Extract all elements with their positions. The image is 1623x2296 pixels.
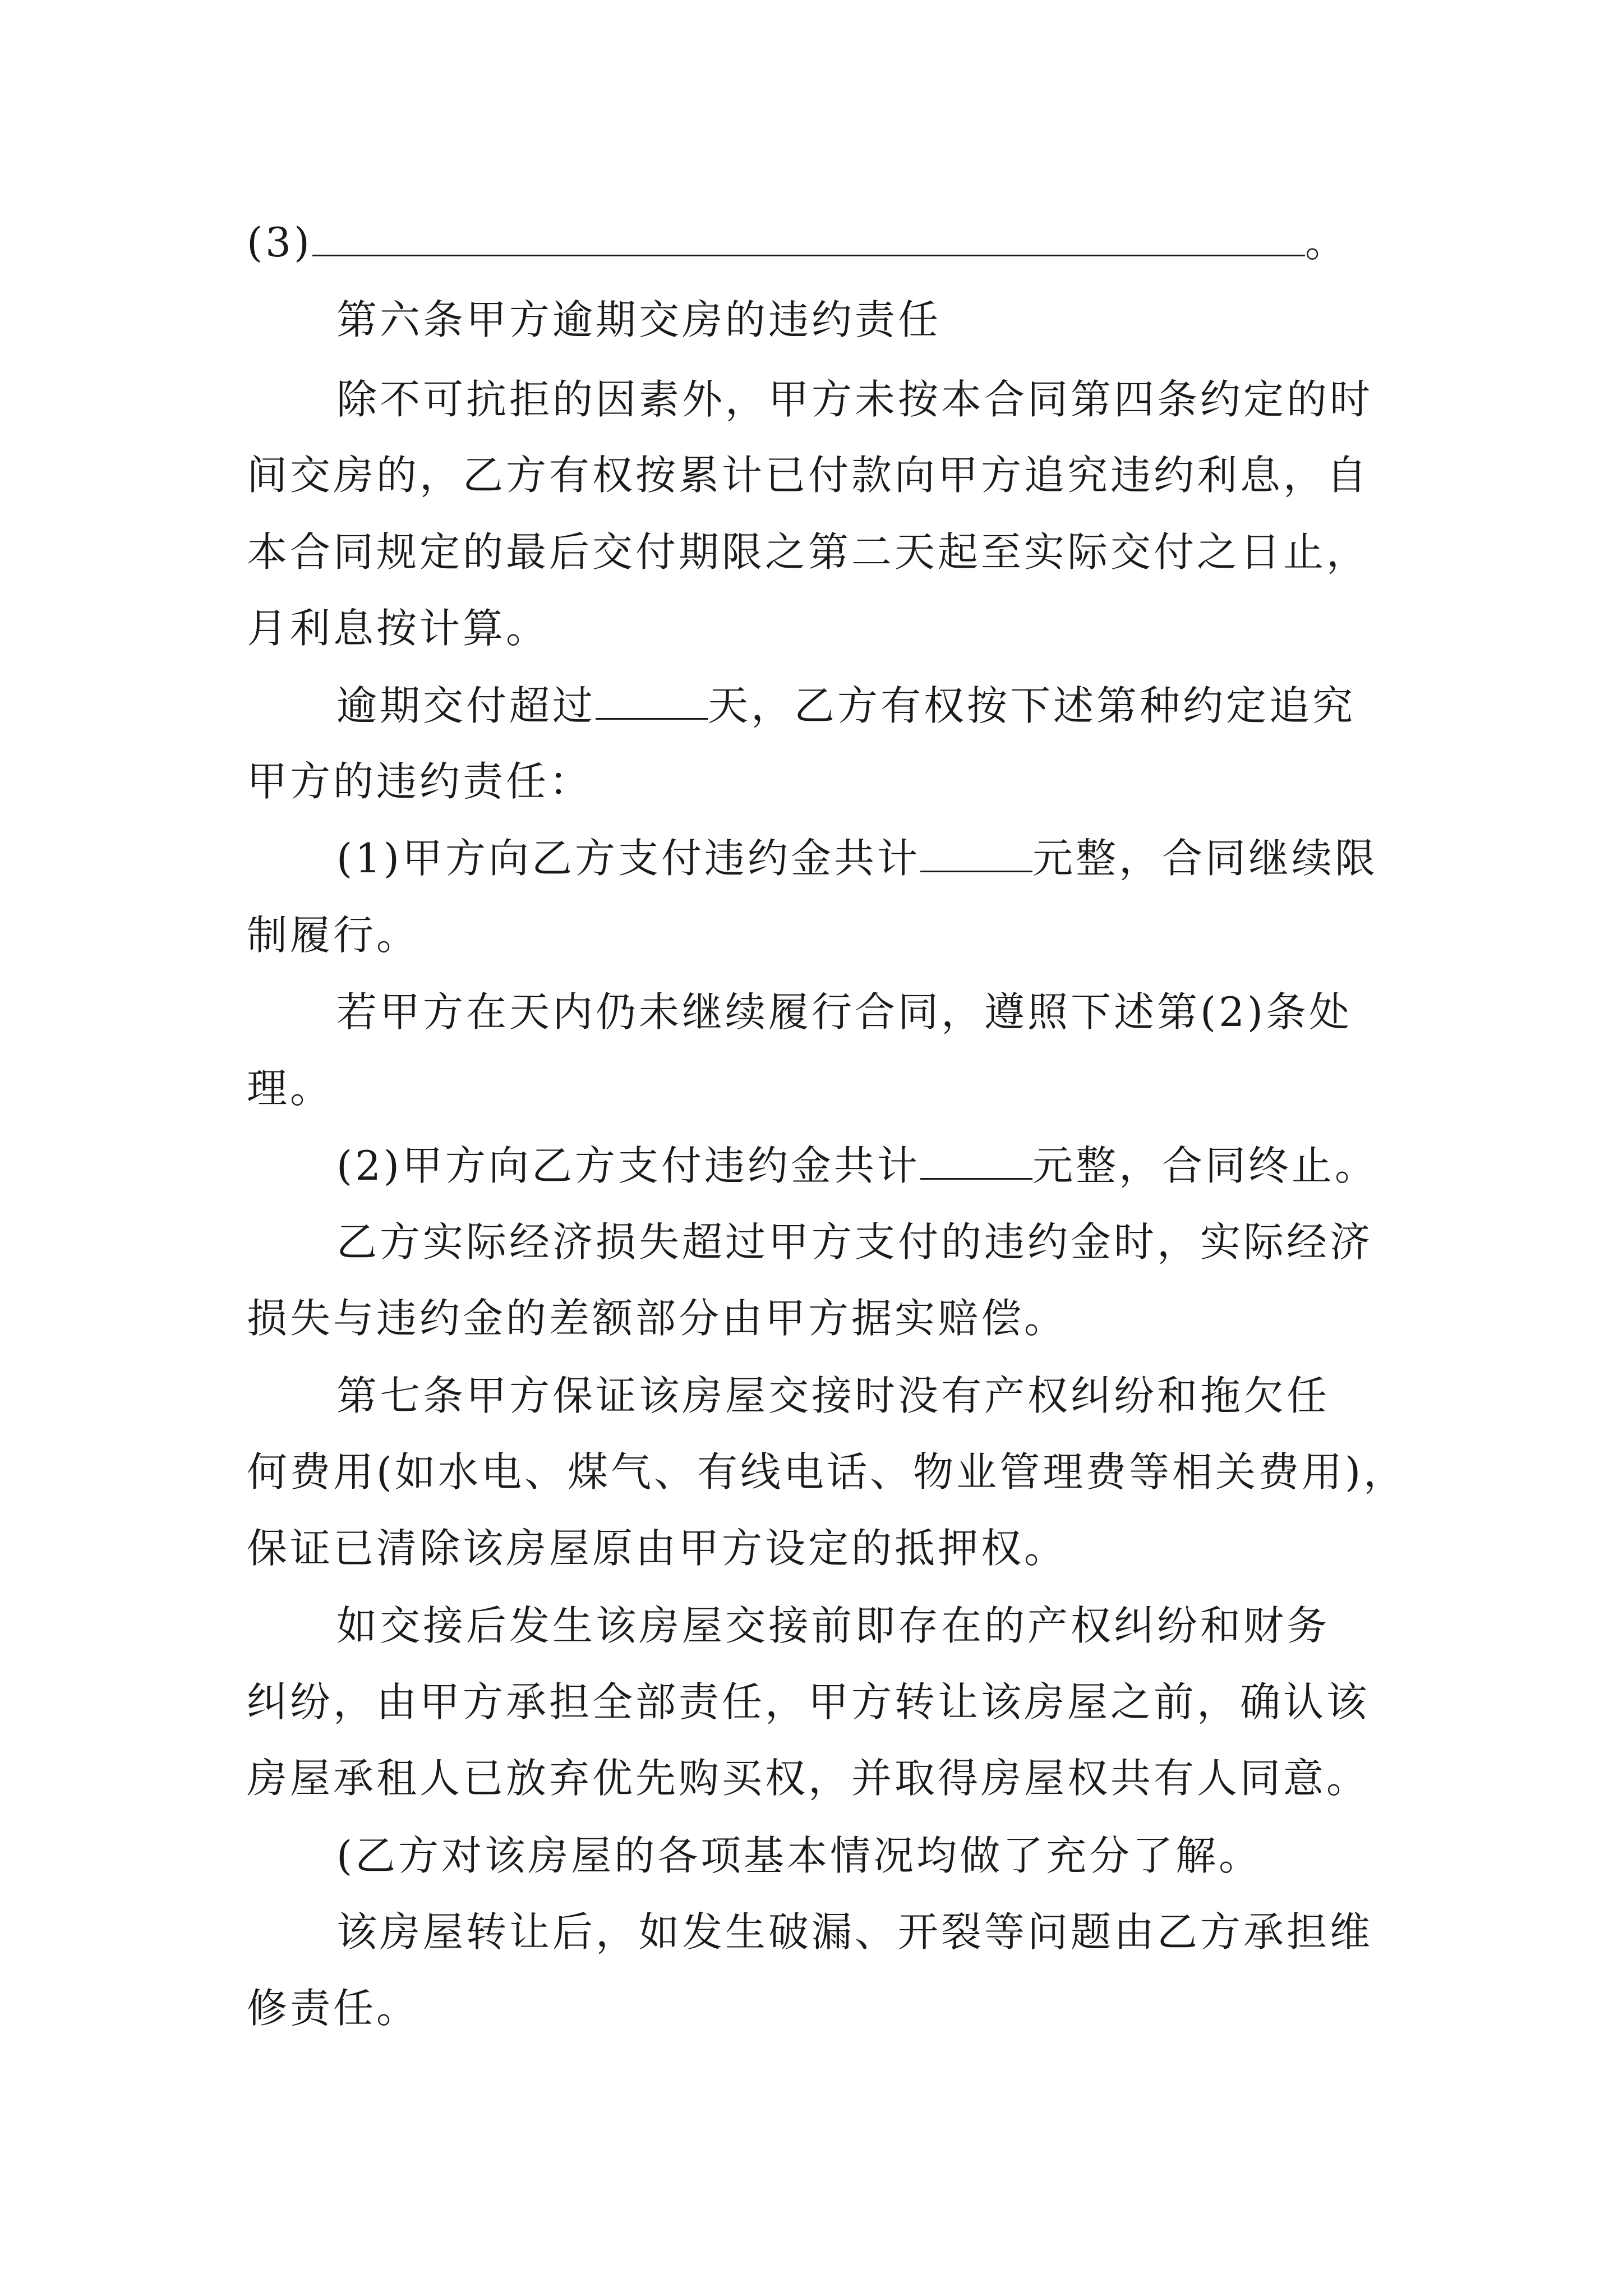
- line-text-before-blank: (1)甲方向乙方支付违约金共计: [336, 835, 920, 882]
- line-text-before-blank: (2)甲方向乙方支付违约金共计: [336, 1142, 920, 1189]
- paragraph-line: (乙方对该房屋的各项基本情况均做了充分了解。: [336, 1832, 1262, 1879]
- blank-underline: [920, 1174, 1032, 1180]
- paragraph-line: 乙方实际经济损失超过甲方支付的违约金时，实际经济: [336, 1218, 1373, 1266]
- line-end-punctuation: 。: [1305, 219, 1349, 266]
- paragraph-line: 若甲方在天内仍未继续履行合同，遵照下述第(2)条处: [336, 988, 1352, 1036]
- paragraph-line: 纠纷，由甲方承担全部责任，甲方转让该房屋之前，确认该: [247, 1678, 1370, 1726]
- paragraph-line: 何费用(如水电、煤气、有线电话、物业管理费等相关费用)，: [247, 1448, 1407, 1496]
- blank-underline: [596, 714, 708, 720]
- overdue-days-line: [336, 679, 1355, 733]
- paragraph-line: 间交房的，乙方有权按累计已付款向甲方追究违约利息，自: [247, 452, 1370, 499]
- line-text-after-blank: 元整，合同继续限: [1032, 835, 1378, 882]
- line-text-after-blank: 元整，合同终止。: [1032, 1142, 1378, 1189]
- article-7-line: 第七条甲方保证该房屋交接时没有产权纠纷和拖欠任: [336, 1372, 1330, 1419]
- clause-line-3-blank: [247, 215, 1348, 269]
- paragraph-line: 修责任。: [247, 1985, 420, 2032]
- paragraph-line: 本合同规定的最后交付期限之第二天起至实际交付之日止，: [247, 528, 1370, 576]
- penalty-option-1-line: [336, 831, 1378, 885]
- paragraph-line: 保证已清除该房屋原由甲方设定的抵押权。: [247, 1525, 1068, 1572]
- paragraph-line: 房屋承租人已放弃优先购买权，并取得房屋权共有人同意。: [247, 1755, 1370, 1802]
- penalty-option-2-line: [336, 1139, 1378, 1193]
- clause-number: (3): [247, 219, 312, 266]
- blank-underline: [312, 250, 1305, 256]
- paragraph-line: 损失与违约金的差额部分由甲方据实赔偿。: [247, 1295, 1068, 1342]
- paragraph-line: 制履行。: [247, 912, 420, 959]
- paragraph-line: 甲方的违约责任：: [247, 758, 593, 805]
- paragraph-line: 如交接后发生该房屋交接前即存在的产权纠纷和财务: [336, 1602, 1330, 1649]
- blank-underline: [920, 866, 1032, 872]
- paragraph-line: 除不可抗拒的因素外，甲方未按本合同第四条约定的时: [336, 376, 1373, 423]
- line-text-after-blank: 天，乙方有权按下述第种约定追究: [708, 682, 1356, 729]
- paragraph-line: 月利息按计算。: [247, 605, 550, 652]
- line-text-before-blank: 逾期交付超过: [336, 682, 596, 729]
- paragraph-line: 理。: [247, 1065, 334, 1112]
- paragraph-line: 该房屋转让后，如发生破漏、开裂等问题由乙方承担维: [336, 1908, 1373, 1955]
- article-6-heading: 第六条甲方逾期交房的违约责任: [336, 296, 942, 343]
